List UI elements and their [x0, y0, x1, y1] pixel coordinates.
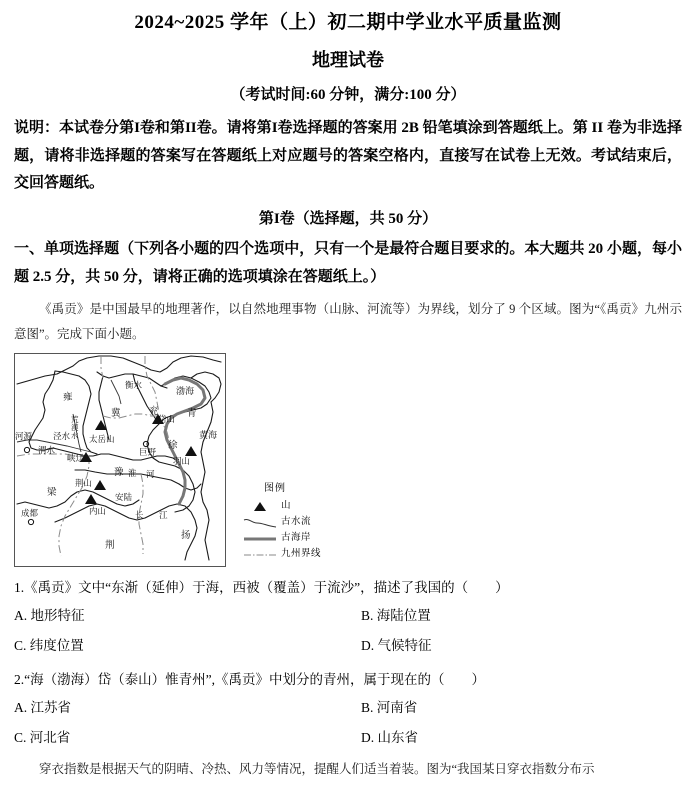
svg-text:衡水: 衡水 — [125, 379, 143, 390]
svg-text:豫: 豫 — [114, 467, 124, 478]
svg-text:梁: 梁 — [47, 487, 57, 498]
option-text: 河南省 — [376, 699, 418, 715]
legend-label-ancient-river: 古水流 — [281, 517, 312, 527]
question-1-option-d[interactable] — [348, 631, 682, 661]
svg-text:黄海: 黄海 — [199, 429, 218, 440]
question-1-option-c[interactable] — [14, 631, 348, 661]
question-1-text: 《禹贡》文中“东渐（延伸）于海，西被（覆盖）于流沙”，描述了我国的（ ） — [24, 579, 509, 595]
svg-text:兖: 兖 — [149, 406, 159, 417]
legend-label-province-boundary: 九州界线 — [281, 549, 322, 559]
svg-text:渤海: 渤海 — [176, 385, 195, 396]
question-2-option-d[interactable] — [348, 723, 682, 753]
option-key: D. — [361, 637, 375, 653]
mountain-icon — [242, 501, 278, 512]
svg-text:漠: 漠 — [71, 422, 79, 432]
legend-item-ancient-river — [242, 515, 352, 531]
map-legend — [242, 481, 352, 563]
question-2-option-a[interactable] — [14, 693, 348, 723]
option-text: 气候特征 — [377, 637, 432, 653]
map-frame — [14, 353, 226, 567]
svg-text:青: 青 — [187, 408, 197, 419]
legend-item-province-boundary — [242, 547, 352, 563]
svg-text:淮: 淮 — [128, 467, 137, 478]
legend-label-mountain: 山 — [281, 501, 292, 511]
option-key: B. — [361, 699, 374, 715]
figure-yugong-nine-provinces — [14, 353, 682, 569]
question-2 — [14, 667, 682, 753]
svg-text:泾水: 泾水 — [53, 430, 71, 441]
page-title: 2024~2025 学年（上）初二期中学业水平质量监测 — [134, 12, 562, 33]
question-2-option-c[interactable] — [14, 723, 348, 753]
map-text-labels — [15, 380, 217, 551]
question-2-option-b[interactable] — [348, 693, 682, 723]
question-1-stem — [14, 575, 682, 601]
svg-text:河源: 河源 — [15, 430, 33, 441]
svg-text:江: 江 — [159, 509, 168, 520]
wavy-line-icon — [242, 517, 278, 528]
svg-text:长: 长 — [135, 509, 144, 520]
question-1-option-b[interactable] — [348, 601, 682, 631]
option-key: C. — [14, 729, 27, 745]
svg-text:荒: 荒 — [71, 414, 79, 424]
option-key: B. — [361, 607, 374, 623]
svg-text:安陆: 安陆 — [115, 491, 133, 502]
svg-text:荆山: 荆山 — [75, 477, 93, 488]
option-key: C. — [14, 637, 27, 653]
passage-yugong: 《禹贡》是中国最早的地理著作，以自然地理事物（山脉、河流等）为界线，划分了 9 个区域。图为“《禹贡》九州示意图”。完成下面小题。 — [14, 301, 682, 341]
passage-clothing-index: 穿衣指数是根据天气的阴晴、冷热、风力等情况，提醒人们适当着装。图为“我国某日穿衣指数分布示 — [39, 761, 595, 776]
question-2-number: 2. — [14, 671, 25, 687]
subject-title: 地理试卷 — [312, 50, 384, 70]
section-heading-part1: 第I卷（选择题，共 50 分） — [258, 210, 438, 227]
option-text: 海陆位置 — [376, 607, 431, 623]
svg-text:雍: 雍 — [63, 392, 73, 403]
svg-text:岱山: 岱山 — [158, 413, 176, 424]
option-text: 江苏省 — [30, 699, 71, 715]
option-text: 河北省 — [29, 729, 71, 745]
legend-item-ancient-coast — [242, 531, 352, 547]
question-1-option-a[interactable] — [14, 601, 348, 631]
thick-line-icon — [242, 533, 278, 544]
question-1-options — [14, 601, 682, 661]
option-key: A. — [14, 699, 28, 715]
svg-text:徐: 徐 — [168, 440, 178, 451]
svg-text:河: 河 — [146, 468, 155, 479]
option-key: D. — [361, 729, 375, 745]
svg-text:太岳山: 太岳山 — [89, 433, 115, 444]
option-text: 山东省 — [377, 729, 418, 745]
svg-text:峡迂: 峡迂 — [67, 452, 85, 463]
svg-text:巨野: 巨野 — [139, 446, 157, 457]
exam-meta: （考试时间:60 分钟，满分:100 分） — [230, 87, 466, 103]
svg-text:成都: 成都 — [21, 507, 39, 518]
svg-text:冀: 冀 — [111, 408, 121, 419]
map-svg — [15, 354, 223, 564]
legend-item-mountain — [242, 499, 352, 515]
svg-text:水: 水 — [71, 430, 79, 440]
question-2-stem — [14, 667, 682, 693]
option-text: 地形特征 — [30, 607, 85, 623]
dash-dot-line-icon — [242, 549, 278, 560]
svg-text:荆: 荆 — [105, 540, 115, 551]
svg-text:羽山: 羽山 — [173, 455, 191, 466]
question-2-text: “海（渤海）岱（泰山）惟青州”,《禹贡》中划分的青州，属于现在的（ ） — [24, 671, 485, 687]
instructions-paragraph: 说明：本试卷分第I卷和第II卷。请将第I卷选择题的答案用 2B 铅笔填涂到答题纸上。第 II 卷为非选择题，请将非选择题的答案写在答题纸上对应题号的答案空格内，直接写在试卷上无效。考试结束后，交回答题纸。 — [14, 120, 682, 191]
svg-text:扬: 扬 — [181, 530, 191, 541]
legend-title: 图例 — [264, 482, 286, 494]
question-1-number: 1. — [14, 579, 25, 595]
option-key: A. — [14, 607, 28, 623]
legend-label-ancient-coast: 古海岸 — [281, 533, 312, 543]
svg-text:内山: 内山 — [89, 505, 107, 516]
option-text: 纬度位置 — [29, 637, 84, 653]
question-2-options — [14, 693, 682, 753]
svg-text:渭水: 渭水 — [38, 444, 56, 455]
question-1 — [14, 575, 682, 661]
big-question-one: 一、单项选择题（下列各小题的四个选项中，只有一个是最符合题目要求的。本大题共 20 小题，每小题 2.5 分，共 50 分，请将正确的选项填涂在答题纸上。） — [14, 240, 682, 285]
